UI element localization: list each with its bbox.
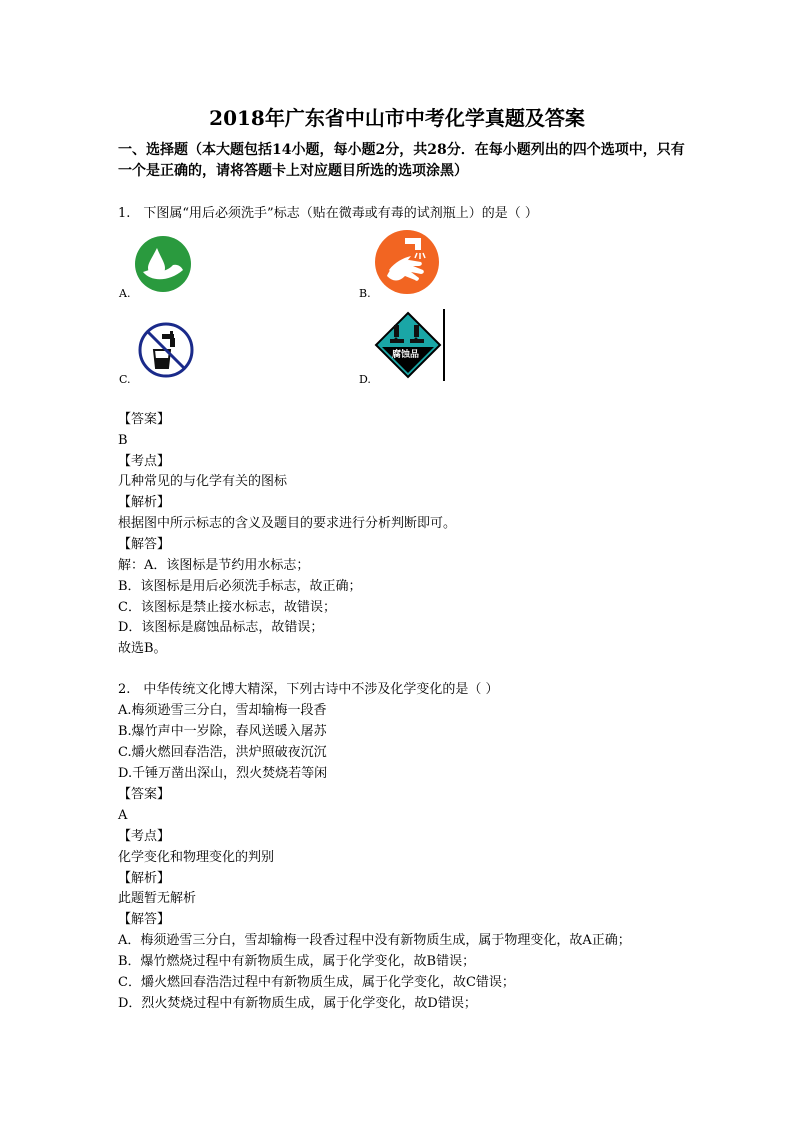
q1-solution-line: 解：A．该图标是节约用水标志； [118,558,310,573]
q1-option-d-label: D. [359,373,371,386]
q1-solution-line: 故选B。 [118,641,167,656]
q1-answer: B [118,433,128,448]
q2-answer-heading: 【答案】 [118,787,171,802]
q1-answer-heading: 【答案】 [118,412,171,427]
q1-analysis: 根据图中所示标志的含义及题目的要求进行分析判断即可。 [118,516,457,531]
q2-solution-heading: 【解答】 [118,912,171,927]
q2-solution-line: A．梅须逊雪三分白，雪却输梅一段香过程中没有新物质生成，属于物理变化，故A正确； [118,933,631,948]
q2-solution-line: C．爝火燃回春浩浩过程中有新物质生成，属于化学变化，故C错误； [118,975,515,990]
water-saving-icon [135,236,191,292]
corrosive-icon [374,309,446,381]
no-drinking-water-icon [138,322,194,378]
q2-stem: 2. 中华传统文化博大精深，下列古诗中不涉及化学变化的是（ ） [118,682,499,697]
q1-stem: 1. 下图属“用后必须洗手”标志（贴在微毒或有毒的试剂瓶上）的是（ ） [118,206,538,221]
corrosive-icon-text: 腐蚀品 [392,350,420,360]
q1-analysis-heading: 【解析】 [118,495,171,510]
q2-option: A.梅须逊雪三分白，雪却输梅一段香 [118,703,327,718]
q2-solution-line: B．爆竹燃烧过程中有新物质生成，属于化学变化，故B错误； [118,954,476,969]
q1-solution-heading: 【解答】 [118,537,171,552]
q1-solution-line: C．该图标是禁止接水标志，故错误； [118,600,336,615]
q1-solution-line: B．该图标是用后必须洗手标志，故正确； [118,579,362,594]
q2-analysis: 此题暂无解析 [118,891,197,906]
q1-option-b-label: B. [359,287,371,300]
q1-point-heading: 【考点】 [118,454,171,469]
q1-solution-line: D．该图标是腐蚀品标志，故错误； [118,620,324,635]
section-heading-line-2: 一个是正确的，请将答题卡上对应题目所选的选项涂黑） [118,163,468,179]
section-heading-line-1: 一、选择题（本大题包括14小题，每小题2分，共28分．在每小题列出的四个选项中，只有 [118,142,685,158]
q1-option-a-label: A. [119,287,131,300]
q2-analysis-heading: 【解析】 [118,871,171,886]
q1-point: 几种常见的与化学有关的图标 [118,474,288,489]
hand-washing-icon [375,230,439,294]
q2-option: B.爆竹声中一岁除，春风送暖入屠苏 [118,724,327,739]
q1-option-c-label: C. [119,373,131,386]
q2-answer: A [118,808,128,823]
document-title: 2018年广东省中山市中考化学真题及答案 [209,106,585,130]
q2-solution-line: D．烈火焚烧过程中有新物质生成，属于化学变化，故D错误； [118,996,477,1011]
q2-point-heading: 【考点】 [118,829,171,844]
q2-point: 化学变化和物理变化的判别 [118,850,275,865]
q2-option: D.千锤万凿出深山，烈火焚烧若等闲 [118,766,328,781]
q2-option: C.爝火燃回春浩浩，洪炉照破夜沉沉 [118,745,327,760]
